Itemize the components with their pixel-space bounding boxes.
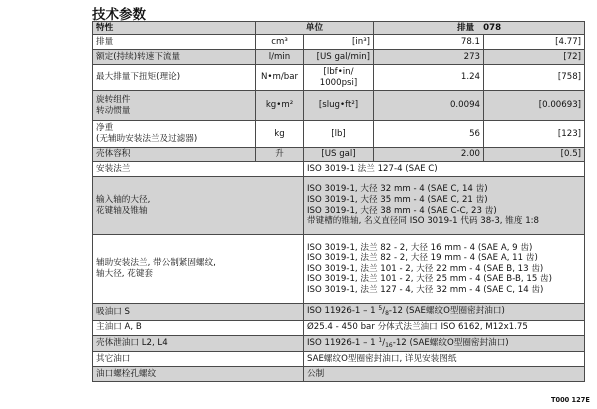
unit-imperial-line: 1000psi] [319, 77, 358, 88]
unit-imperial: [US gal/min] [304, 50, 374, 65]
row-label-line: 花键轴及锥轴 [96, 205, 148, 216]
value-imperial: [123] [484, 121, 585, 148]
unit-imperial [304, 65, 374, 91]
header-displacement [374, 22, 585, 35]
row-label: 其它油口 [93, 352, 304, 367]
table-row [93, 235, 585, 304]
row-value-line: ISO 3019-1, 法兰 127 - 4, 大径 32 mm - 4 (SAE C, 14 齿) [307, 284, 544, 295]
row-value [304, 235, 585, 304]
value-imperial: [0.00693] [484, 91, 585, 121]
row-label-line: 旋转组件 [96, 94, 131, 105]
row-label [93, 177, 304, 235]
header-model: 078 [483, 22, 502, 33]
row-label: 排量 [93, 35, 256, 50]
unit-imperial: [in³] [304, 35, 374, 50]
unit-metric: l/min [256, 50, 304, 65]
fraction-numerator: 1 [378, 336, 383, 344]
value-metric: 2.00 [374, 148, 484, 162]
row-label [93, 91, 256, 121]
row-value-line: ISO 3019-1, 法兰 101 - 2, 大径 22 mm - 4 (SAE B, 13 齿) [307, 263, 544, 274]
value-metric: 78.1 [374, 35, 484, 50]
header-feature: 特性 [93, 22, 256, 35]
table-row [93, 35, 585, 50]
row-label-line: 辅助安装法兰, 带公制紧固螺纹, [96, 258, 216, 269]
row-value: ISO 11926-1 – 1 $^1/_{16}-12$ (SAE螺纹O型圈密封油口) [304, 335, 585, 352]
port-spec-prefix: ISO 11926-1 – 1 [307, 337, 379, 348]
row-value-line: ISO 3019-1, 法兰 82 - 2, 大径 16 mm - 4 (SAE A, 9 齿) [307, 242, 533, 253]
value-imperial: [758] [484, 65, 585, 91]
unit-metric: kg•m² [256, 91, 304, 121]
header-unit: 单位 [256, 22, 374, 35]
value-metric: 56 [374, 121, 484, 148]
row-value-line: ISO 3019-1, 法兰 101 - 2, 大径 25 mm - 4 (SAE B-B, 15 齿) [307, 274, 552, 285]
row-label-line: 转动惯量 [96, 105, 131, 116]
table-row [93, 177, 585, 235]
row-value [304, 177, 585, 235]
table-row [93, 91, 585, 121]
unit-metric: cm³ [256, 35, 304, 50]
unit-metric: N•m/bar [256, 65, 304, 91]
value-metric: 0.0094 [374, 91, 484, 121]
table-row [93, 304, 585, 321]
port-spec-suffix: -12 (SAE螺纹O型圈密封油口) [388, 306, 505, 316]
unit-imperial: [US gal] [304, 148, 374, 162]
row-label-line: 净重 [96, 123, 114, 134]
header-displacement-label: 排量 [456, 22, 475, 33]
fraction-denominator: 8 [385, 310, 389, 317]
port-spec-prefix: ISO 11926-1 – 1 [307, 306, 379, 316]
figure-code: T000 127E [551, 396, 590, 404]
table-row [93, 335, 585, 352]
table-row [93, 121, 585, 148]
table-row [93, 352, 585, 367]
row-label: 吸油口 S [93, 304, 304, 321]
table-row [93, 320, 585, 335]
row-value-line: ISO 3019-1, 大径 35 mm - 4 (SAE C, 21 齿) [307, 194, 488, 205]
unit-imperial: [lb] [304, 121, 374, 148]
value-imperial: [4.77] [484, 35, 585, 50]
row-value-line: ISO 3019-1, 大径 32 mm - 4 (SAE C, 14 齿) [307, 184, 488, 195]
unit-imperial: [slug•ft²] [304, 91, 374, 121]
spec-table [92, 21, 585, 382]
page-title: 技术参数 [92, 7, 146, 23]
table-row [93, 65, 585, 91]
row-label: 壳体泄油口 L2, L4 [93, 335, 304, 352]
row-label [93, 121, 256, 148]
row-value: ISO 11926-1 – 1 $^5/_8-12$ (SAE螺纹O型圈密封油口) [304, 304, 585, 321]
value-imperial: [0.5] [484, 148, 585, 162]
row-label: 主油口 A, B [93, 320, 304, 335]
row-value: SAE螺纹O型圈密封油口, 详见安装图纸 [304, 352, 585, 367]
table-row [93, 162, 585, 177]
port-spec-suffix: -12 (SAE螺纹O型圈密封油口) [392, 337, 509, 348]
row-label: 油口螺栓孔螺纹 [93, 367, 304, 382]
table-row [93, 367, 585, 382]
row-label: 最大排量下扭矩(理论) [93, 65, 256, 91]
value-metric: 1.24 [374, 65, 484, 91]
row-label: 安装法兰 [93, 162, 304, 177]
row-value: ISO 3019-1 法兰 127-4 (SAE C) [304, 162, 585, 177]
row-value-line: ISO 3019-1, 大径 38 mm - 4 (SAE C-C, 23 齿) [307, 205, 497, 216]
row-label-line: 轴大径, 花键套 [96, 269, 154, 279]
row-label: 额定(持续)转速下流量 [93, 50, 256, 65]
value-imperial: [72] [484, 50, 585, 65]
unit-metric: kg [256, 121, 304, 148]
row-label [93, 235, 304, 304]
row-value: Ø25.4 - 450 bar 分体式法兰油口 ISO 6162, M12x1.75 [304, 320, 585, 335]
table-row [93, 50, 585, 65]
table-row [93, 148, 585, 162]
value-metric: 273 [374, 50, 484, 65]
row-label: 壳体容积 [93, 148, 256, 162]
row-value-line: ISO 3019-1, 法兰 82 - 2, 大径 19 mm - 4 (SAE A, 11 齿) [307, 253, 538, 264]
fraction-numerator: 5 [378, 305, 383, 312]
fraction-denominator: 16 [385, 341, 393, 349]
table-header-row [93, 22, 585, 35]
row-value: 公制 [304, 367, 585, 382]
row-label-line: 输入轴的大径, [96, 194, 151, 205]
unit-metric: 升 [256, 148, 304, 162]
row-value-line: 带键槽的锥轴, 名义直径同 ISO 3019-1 代码 38-3, 锥度 1:8 [307, 216, 540, 227]
row-label-line: (无辅助安装法兰及过滤器) [96, 134, 198, 144]
unit-imperial-line: [lbf•in/ [323, 66, 354, 77]
